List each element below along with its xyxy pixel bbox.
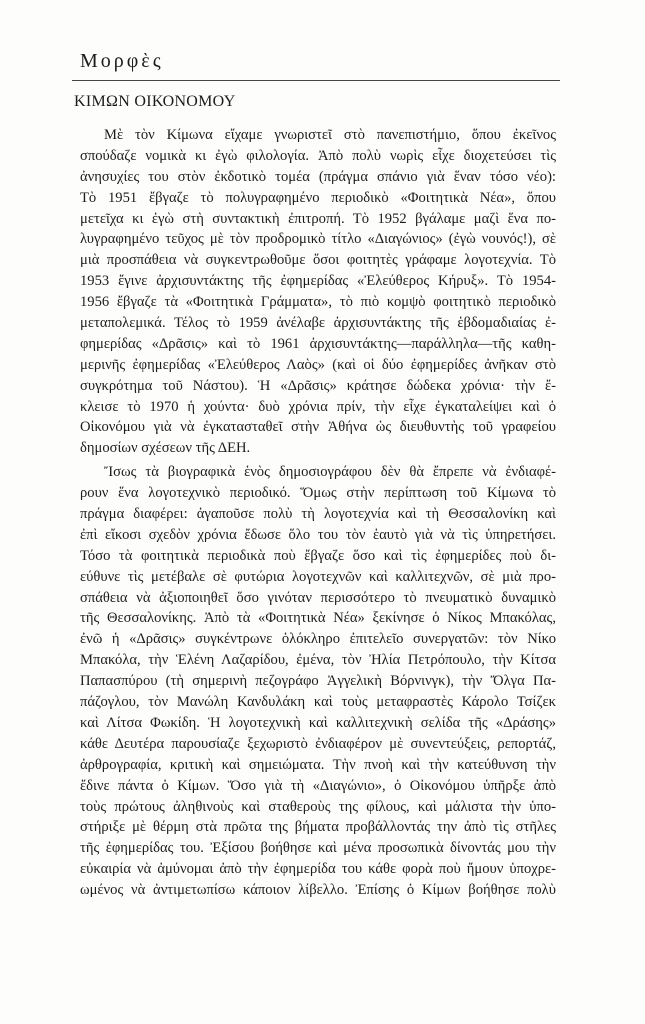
article-body xyxy=(80,125,556,901)
text-line: τοὺς πρώτους ἀληθινοὺς καὶ σταθεροὺς της φίλους, καὶ μάλιστα τὴν ὑπο- xyxy=(80,798,556,815)
text-line: κλεισε τὸ 1970 ἡ χούντα· δυὸ χρόνια πρίν, τὴν εἶχε ἐγκαταλείψει καὶ ὁ xyxy=(80,398,556,415)
text-line: Ἴσως τὰ βιογραφικὰ ἑνὸς δημοσιογράφου δὲν θὰ ἔπρεπε νὰ ἐνδιαφέ- xyxy=(104,464,556,481)
text-line: τῆς Θεσσαλονίκης. Ἀπὸ τὰ «Φοιτητικὰ Νέα» ξεκίνησε ὁ Νίκος Μπακόλας, xyxy=(80,610,556,627)
text-line: Παπασπύρου (τὴ σημερινὴ πεζογράφο Ἀγγελικὴ Βόρνινγκ), τὴν Ὄλγα Πα- xyxy=(80,673,556,690)
text-line: ἀνησυχίες του στὸν ἐκδοτικὸ τομέα (πράγμα σπάνιο γιὰ ἕναν τόσο νέο): xyxy=(80,168,556,185)
text-line: φημερίδας «Δρᾶσις» καὶ τὸ 1961 ἀρχισυντάκτης—παράλληλα—τῆς καθη- xyxy=(80,335,556,352)
text-line: ωμένος νὰ ἀντιμετωπίσω κάποιον λίβελλο. Ἐπίσης ὁ Κίμων βοήθησε πολὺ xyxy=(80,882,556,899)
text-line: 1956 ἔβγαζε τὰ «Φοιτητικὰ Γράμματα», τὸ πιὸ κομψὸ φοιτητικὸ περιοδικὸ xyxy=(80,294,556,311)
text-line: ἀρθρογραφία, κριτικὴ καὶ σημειώματα. Τὴν πνοὴ καὶ τὴν κατεύθυνση τὴν xyxy=(80,756,556,773)
header-rule xyxy=(72,80,560,81)
text-line: Μπακόλα, τὴν Ἑλένη Λαζαρίδου, ἐμένα, τὸν Ἠλία Πετρόπουλο, τὴν Κίτσα xyxy=(80,652,556,669)
text-line: μιὰ προσπάθεια νὰ συγκεντρωθοῦμε ὅσοι φοιτητὲς γράφαμε λογοτεχνία. Τὸ xyxy=(80,252,556,269)
text-line: Οἰκονόμου γιὰ νὰ ἐγκατασταθεῖ στὴν Ἀθήνα ὡς διευθυντὴς τοῦ γραφείου xyxy=(80,419,556,436)
text-line: δημοσίων σχέσεων τῆς ΔΕΗ. xyxy=(80,440,251,457)
paragraph xyxy=(80,125,556,459)
text-line: ἔδινε πάντα ὁ Κίμων. Ὅσο γιὰ τὴ «Διαγώνιο», ὁ Οἰκονόμου ὑπῆρξε ἀπὸ xyxy=(80,777,556,794)
text-line: πράγμα διαφέρει: ἀγαποῦσε πολὺ τὴ λογοτεχνία καὶ τὴ Θεσσαλονίκη καὶ xyxy=(80,506,556,523)
text-line: λυγραφημένο τεῦχος μὲ τὸν προδρομικὸ τίτλο «Διαγώνιος» (ἐγὼ νουνός!), σὲ xyxy=(80,231,556,248)
text-line: κάθε Δευτέρα παρουσίαζε ξεχωριστὸ ἐνδιαφέρον μὲ συνεντεύξεις, ρεπορτάζ, xyxy=(80,735,556,752)
text-line: μεταπολεμικά. Τέλος τὸ 1959 ἀνέλαβε ἀρχισυντάκτης τῆς ἑβδομαδιαίας ἐ- xyxy=(80,315,556,332)
text-line: Τόσο τὰ φοιτητικὰ περιοδικὰ ποὺ ἔβγαζε ὅσο καὶ τὶς ἐφημερίδες ποὺ δι- xyxy=(80,547,556,564)
text-line: τῆς ἐφημερίδας του. Ἐξίσου βοήθησε καὶ μένα προσωπικὰ δίνοντάς μου τὴν xyxy=(80,840,556,857)
text-line: ρουν ἕνα λογοτεχνικὸ περιοδικό. Ὅμως στὴν περίπτωση τοῦ Κίμωνα τὸ xyxy=(80,485,556,502)
paragraph xyxy=(80,462,556,901)
text-line: ἐπὶ εἴκοσι σχεδὸν χρόνια ἔδωσε ὅλο του τὸν ἑαυτὸ γιὰ νὰ τὶς ὑπηρετήσει. xyxy=(80,526,556,543)
text-line: εύθυνε τὶς μετέβαλε σὲ φυτώρια λογοτεχνῶν καὶ καλλιτεχνῶν, σὲ μιὰ προ- xyxy=(80,568,556,585)
text-line: εὐκαιρία νὰ ἀμύνομαι ἀπὸ τὴν ἐφημερίδα του κάθε φορὰ ποὺ ἤμουν ὑποχρε- xyxy=(80,861,556,878)
text-line: μερινῆς ἐφημερίδας «Ἐλεύθερος Λαὸς» (καὶ οἱ δύο ἐφημερίδες ἀνῆκαν στὸ xyxy=(80,356,556,373)
text-line: στήριξε μὲ θέρμη στὰ πρῶτα της βήματα προβάλλοντάς την ἀπὸ τὶς στῆλες xyxy=(80,819,556,836)
text-line: σπάθεια νὰ ἀξιοποιηθεῖ ὅσο γινόταν περισσότερο τὸ πνευματικὸ δυναμικὸ xyxy=(80,589,556,606)
section-header: Μορφὲς xyxy=(80,50,164,72)
article-title: ΚΙΜΩΝ ΟΙΚΟΝΟΜΟΥ xyxy=(74,93,236,110)
text-line: συγκρότημα τοῦ Νάστου). Ἡ «Δρᾶσις» κράτησε δώδεκα χρόνια· τὴν ἔ- xyxy=(80,377,556,394)
text-line: καὶ Λίτσα Φωκίδη. Ἡ λογοτεχνικὴ καὶ καλλιτεχνικὴ σελίδα τῆς «Δράσης» xyxy=(80,714,556,731)
text-line: σπούδαζε νομικὰ κι ἐγὼ φιλολογία. Ἀπὸ πολὺ νωρὶς εἶχε διοχετεύσει τὶς xyxy=(80,147,556,164)
text-line: 1953 ἔγινε ἀρχισυντάκτης τῆς ἐφημερίδας «Ἐλεύθερος Κήρυξ». Τὸ 1954- xyxy=(80,273,556,290)
text-line: μετεῖχα κι ἐγὼ στὴ συντακτικὴ ἐπιτροπή. Τὸ 1952 βγάλαμε μαζὶ ἕνα πο- xyxy=(80,210,556,227)
text-line: ἐνῶ ἡ «Δρᾶσις» συγκέντρωνε ὁλόκληρο ἐπιτελεῖο συνεργατῶν: τὸν Νίκο xyxy=(80,631,556,648)
text-line: Μὲ τὸν Κίμωνα εἴχαμε γνωριστεῖ στὸ πανεπιστήμιο, ὅπου ἐκεῖνος xyxy=(104,127,556,143)
text-line: Τὸ 1951 ἔβγαζε τὸ πολυγραφημένο περιοδικὸ «Φοιτητικὰ Νέα», ὅπου xyxy=(80,189,556,206)
text-line: πάζογλου, τὸν Μανώλη Κανδυλάκη καὶ τοὺς μεταφραστὲς Κάρολο Τσίζεκ xyxy=(80,694,556,711)
